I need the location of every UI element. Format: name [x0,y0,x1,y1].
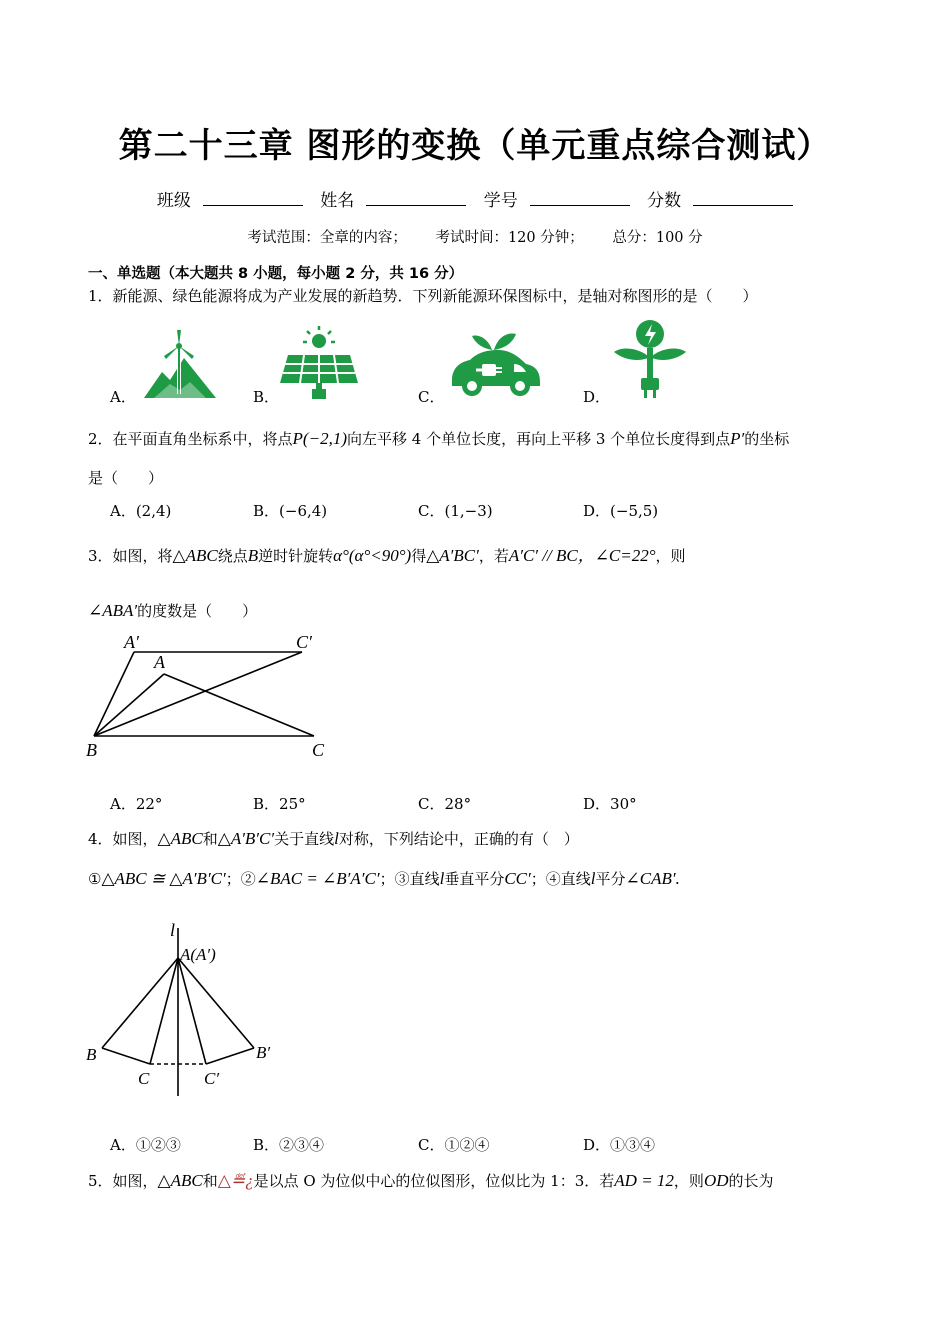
class-blank[interactable] [203,191,303,206]
number-label: 学号 [483,191,518,211]
q2-option-c[interactable]: C．(1,−3) [418,502,493,520]
plant-plug-icon [612,318,688,402]
wind-turbine-icon [140,328,220,400]
section-heading: 一、单选题（本大题共 8 小题，每小题 2 分，共 16 分） [88,266,464,282]
q1-option-a[interactable]: A． [110,388,136,406]
q2-stem: 2．在平面直角坐标系中，将点P(−2,1)向左平移 4 个单位长度，再向上平移 3 个单位长度得到点P′的坐标 [88,429,790,448]
q2-option-d[interactable]: D．(−5,5) [583,502,659,520]
student-info-row [0,186,950,211]
q5-stem: 5．如图，△ABC和△≝¿是以点 O 为位似中心的位似图形，位似比为 1：3．若AD = 12，则OD的长为 [88,1171,774,1190]
score-blank[interactable] [693,191,793,206]
q3-option-a[interactable]: A．22° [110,795,163,813]
fig3-label-b: B [86,740,97,760]
q2-option-a[interactable]: A．(2,4) [110,502,172,520]
q2-stem-line2: 是（ ） [88,469,164,487]
fig3-label-a-prime: A′ [124,632,139,652]
q4-option-d[interactable]: D．①③④ [583,1136,656,1154]
electric-car-icon [448,330,542,400]
point-p-prime: P′ [730,429,745,448]
q3-figure [80,628,340,768]
fig4-label-a: A(A′) [180,945,216,964]
q3-stem-line2: ∠ABA′的度数是（ ） [88,601,258,620]
exam-time: 考试时间：120 分钟； [435,230,584,246]
score-label: 分数 [647,191,682,211]
number-blank[interactable] [530,191,630,206]
point-p: P(−2,1) [292,429,347,448]
q3-option-b[interactable]: B．25° [253,795,306,813]
q3-stem: 3．如图，将△ABC绕点B逆时针旋转α°(α°<90°)得△A′BC′，若A′C′ // BC，∠C=22°，则 [88,546,686,565]
class-label: 班级 [156,191,191,211]
exam-scope-row [0,226,950,247]
fig4-label-l: l [170,920,176,940]
exam-range: 考试范围：全章的内容； [247,230,407,246]
q4-option-c[interactable]: C．①②④ [418,1136,490,1154]
name-label: 姓名 [320,191,355,211]
page-title: 第二十三章 图形的变换（单元重点综合测试） [118,126,832,166]
q3-option-d[interactable]: D．30° [583,795,637,813]
q2-option-b[interactable]: B．(−6,4) [253,502,328,520]
q1-stem: 1．新能源、绿色能源将成为产业发展的新趋势．下列新能源环保图标中，是轴对称图形的是（ ） [88,287,758,305]
fig4-label-c-prime: C′ [204,1069,220,1088]
q4-figure [82,918,292,1102]
fig4-label-b-prime: B′ [256,1043,271,1062]
q1-option-c[interactable]: C． [418,388,445,406]
q3-option-c[interactable]: C．28° [418,795,472,813]
q1-option-b[interactable]: B． [253,388,280,406]
fig3-label-a: A [154,652,165,672]
q4-stem: 4．如图，△ABC和△A′B′C′关于直线l对称，下列结论中，正确的有（ ） [88,829,579,848]
solar-panel-icon [278,325,360,401]
name-blank[interactable] [366,191,466,206]
q1-option-d[interactable]: D． [583,388,611,406]
q4-option-b[interactable]: B．②③④ [253,1136,325,1154]
fig4-label-c: C [138,1069,150,1088]
fig4-label-b: B [86,1045,97,1064]
fig3-label-c-prime: C′ [296,632,312,652]
exam-total: 总分：100 分 [612,230,703,246]
fig3-label-c: C [312,740,325,760]
q4-conclusions: ①△ABC ≅ △A′B′C′；②∠BAC = ∠B′A′C′；③直线l垂直平分CC′；④直线l平分∠CAB′. [88,869,680,888]
q4-option-a[interactable]: A．①②③ [110,1136,181,1154]
